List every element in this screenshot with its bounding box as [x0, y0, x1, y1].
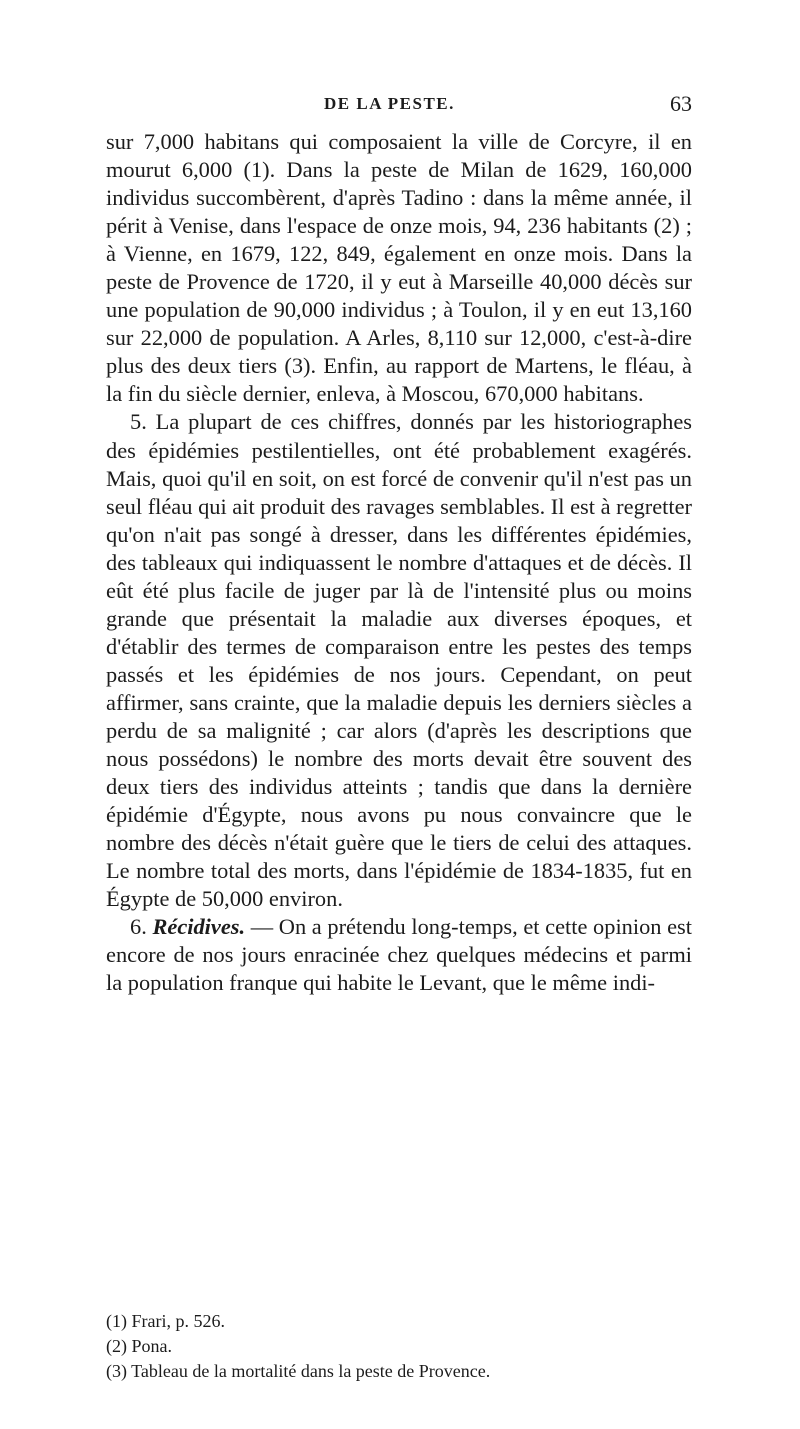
footnote-1: (1) Frari, p. 526. [106, 1311, 225, 1331]
section-text: — On a prétendu long-temps, et cette opinion est encore de nos jours enracinée chez quelques médecins et parmi la population franque qui habite le Levant, que le même indi- [106, 914, 692, 996]
section-number: 6. [130, 914, 147, 940]
running-title: DE LA PESTE. [324, 94, 455, 113]
page-number: 63 [670, 91, 692, 116]
body-text [106, 128, 692, 997]
footnote-3: (3) Tableau de la mortalité dans la peste de Provence. [106, 1361, 491, 1381]
footnote-2: (2) Pona. [106, 1336, 172, 1356]
section-heading: Récidives. [152, 914, 246, 940]
footnotes [106, 1309, 692, 1384]
paragraph-continuation: sur 7,000 habitans qui composaient la ville de Corcyre, il en mourut 6,000 (1). Dans la peste de Milan de 1629, 160,000 individus succombèrent, d'après Tadino : dans la même année, il périt à Venise, dans l'espace de onze mois, 94, 236 habitants (2) ; à Vienne, en 1679, 122, 849, également en onze mois. Dans la peste de Provence de 1720, il y eut à Marseille 40,000 décès sur une population de 90,000 individus ; à Toulon, il y en eut 13,160 sur 22,000 de population. A Arles, 8,110 sur 12,000, c'est-à-dire plus des deux tiers (3). Enfin, au rapport de Martens, le fléau, à la fin du siècle dernier, enleva, à Moscou, 670,000 habitans. [106, 129, 692, 407]
paragraph-section-5: 5. La plupart de ces chiffres, donnés par les historiographes des épidémies pestilentielles, ont été probablement exagérés. Mais, quoi qu'il en soit, on est forcé de convenir qu'il n'est pas un seul fléau qui ait produit des ravages semblables. Il est à regretter qu'on n'ait pas songé à dresser, dans les différentes épidémies, des tableaux qui indiquassent le nombre d'attaques et de décès. Il eût été plus facile de juger par là de l'intensité plus ou moins grande que présentait la maladie aux diverses époques, et d'établir des termes de comparaison entre les pestes des temps passés et les épidémies de nos jours. Cependant, on peut affirmer, sans crainte, que la maladie depuis les derniers siècles a perdu de sa malignité ; car alors (d'après les descriptions que nous possédons) le nombre des morts devait être souvent des deux tiers des individus atteints ; tandis que dans la dernière épidémie d'Égypte, nous avons pu nous convaincre que le nombre des décès n'était guère que le tiers de celui des attaques. Le nombre total des morts, dans l'épidémie de 1834-1835, fut en Égypte de 50,000 environ. [106, 409, 692, 912]
paragraph-section-6 [106, 913, 692, 997]
running-head [106, 91, 692, 124]
